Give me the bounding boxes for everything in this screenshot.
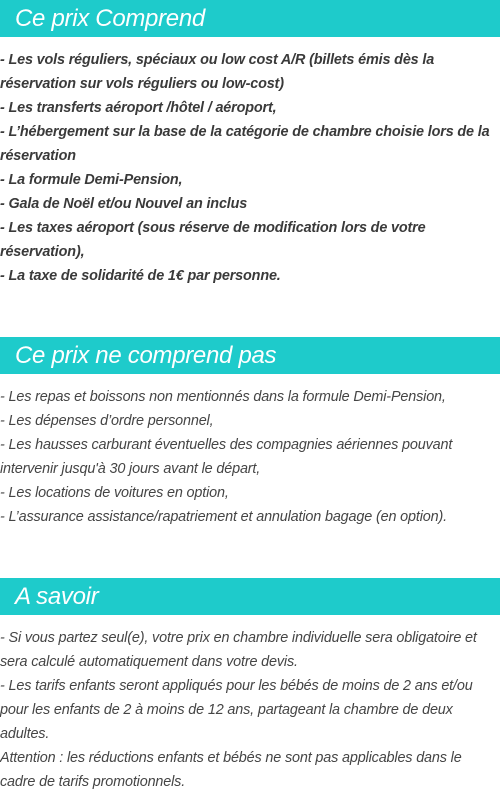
list-item: - Les tarifs enfants seront appliqués pour les bébés de moins de 2 ans et/ou pour les enfants de 2 à moins de 12 ans, partageant la chambre de deux adultes.: [0, 678, 473, 742]
list-item: - La formule Demi-Pension,: [0, 172, 183, 188]
list-item: - Les vols réguliers, spéciaux ou low cost A/R (billets émis dès la réservation sur vols réguliers ou low-cost): [0, 52, 435, 92]
list-item: - La taxe de solidarité de 1€ par personne.: [0, 268, 281, 284]
list-item: - Les hausses carburant éventuelles des compagnies aériennes pouvant intervenir jusqu'à 30 jours avant le départ,: [0, 437, 453, 477]
section-header-good-to-know: A savoir: [0, 578, 500, 615]
not-included-list: [0, 385, 500, 529]
list-item: - Les taxes aéroport (sous réserve de modification lors de votre réservation),: [0, 220, 426, 260]
list-item: - Gala de Noël et/ou Nouvel an inclus: [0, 196, 248, 212]
list-item: - Les locations de voitures en option,: [0, 485, 229, 501]
list-item: - Les dépenses d’ordre personnel,: [0, 413, 214, 429]
list-item: - Les transferts aéroport /hôtel / aéroport,: [0, 100, 277, 116]
included-list: [0, 48, 500, 288]
section-header-included: Ce prix Comprend: [0, 0, 500, 37]
list-item: Attention : les réductions enfants et bébés ne sont pas applicables dans le cadre de tarifs promotionnels.: [0, 750, 462, 790]
list-item: - L’hébergement sur la base de la catégorie de chambre choisie lors de la réservation: [0, 124, 490, 164]
list-item: - Si vous partez seul(e), votre prix en chambre individuelle sera obligatoire et sera calculé automatiquement dans votre devis.: [0, 630, 477, 670]
list-item: - L’assurance assistance/rapatriement et annulation bagage (en option).: [0, 509, 447, 525]
list-item: - Les repas et boissons non mentionnés dans la formule Demi-Pension,: [0, 389, 446, 405]
section-header-not-included: Ce prix ne comprend pas: [0, 337, 500, 374]
